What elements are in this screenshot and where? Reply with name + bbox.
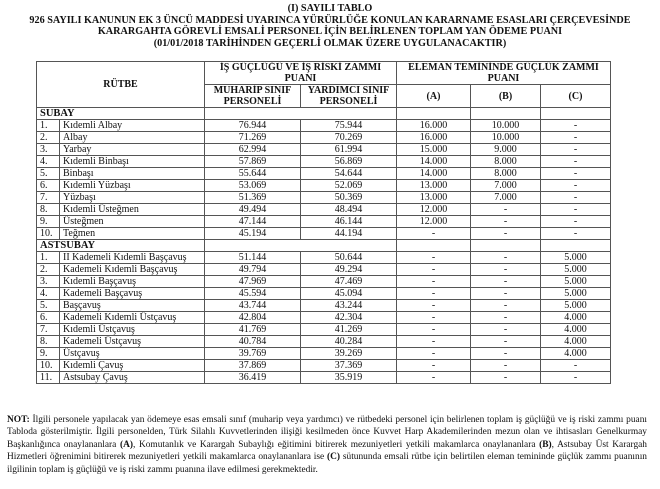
a-value: - — [397, 264, 471, 276]
row-number: 4. — [37, 288, 60, 300]
table-row — [37, 300, 611, 312]
c-value: 5.000 — [541, 276, 611, 288]
rank-name: Kıdemli Binbaşı — [60, 156, 205, 168]
section-row — [37, 108, 611, 120]
yardimci-value: 42.304 — [301, 312, 397, 324]
yardimci-value: 44.194 — [301, 228, 397, 240]
table-row — [37, 264, 611, 276]
table-row — [37, 120, 611, 132]
table-row — [37, 192, 611, 204]
a-value: 14.000 — [397, 156, 471, 168]
b-value: - — [471, 204, 541, 216]
b-value: 10.000 — [471, 120, 541, 132]
c-value: 5.000 — [541, 288, 611, 300]
c-value: - — [541, 156, 611, 168]
table-row — [37, 168, 611, 180]
yardimci-value: 43.244 — [301, 300, 397, 312]
table-row — [37, 324, 611, 336]
b-value: - — [471, 324, 541, 336]
yardimci-value: 48.494 — [301, 204, 397, 216]
row-number: 5. — [37, 168, 60, 180]
header-eleman-temini: ELEMAN TEMİNİNDE GÜÇLÜK ZAMMI PUANI — [397, 62, 611, 85]
muharip-value: 47.144 — [205, 216, 301, 228]
title-line-2: 926 SAYILI KANUNUN EK 3 ÜNCÜ MADDESİ UYARINCA YÜRÜRLÜĞE KONULAN KARARNAME ESASLARI ÇERÇEVESİNDE — [29, 14, 631, 26]
yardimci-value: 50.369 — [301, 192, 397, 204]
rank-name: Kademeli Kıdemli Başçavuş — [60, 264, 205, 276]
row-number: 1. — [37, 120, 60, 132]
row-number: 6. — [37, 312, 60, 324]
rank-name: Kıdemli Üstçavuş — [60, 324, 205, 336]
payment-table — [36, 61, 611, 384]
table-row — [37, 348, 611, 360]
yardimci-value: 70.269 — [301, 132, 397, 144]
muharip-value: 40.784 — [205, 336, 301, 348]
rank-name: Kademeli Kıdemli Üstçavuş — [60, 312, 205, 324]
c-value: - — [541, 360, 611, 372]
yardimci-value: 49.294 — [301, 264, 397, 276]
yardimci-value: 75.944 — [301, 120, 397, 132]
document-title — [0, 3, 660, 49]
b-value: - — [471, 276, 541, 288]
rank-name: Yüzbaşı — [60, 192, 205, 204]
row-number: 3. — [37, 276, 60, 288]
muharip-value: 43.744 — [205, 300, 301, 312]
c-value: - — [541, 132, 611, 144]
yardimci-value: 45.094 — [301, 288, 397, 300]
row-number: 5. — [37, 300, 60, 312]
table-row — [37, 180, 611, 192]
rank-name: Teğmen — [60, 228, 205, 240]
table-row — [37, 252, 611, 264]
c-value: - — [541, 372, 611, 384]
rank-name: Kıdemli Üsteğmen — [60, 204, 205, 216]
muharip-value: 47.969 — [205, 276, 301, 288]
row-number: 2. — [37, 264, 60, 276]
table-row — [37, 132, 611, 144]
yardimci-value: 61.994 — [301, 144, 397, 156]
b-value: 10.000 — [471, 132, 541, 144]
rank-name: Binbaşı — [60, 168, 205, 180]
a-value: - — [397, 312, 471, 324]
a-value: 13.000 — [397, 192, 471, 204]
muharip-value: 62.994 — [205, 144, 301, 156]
c-value: - — [541, 192, 611, 204]
c-value: 5.000 — [541, 252, 611, 264]
c-value: - — [541, 216, 611, 228]
muharip-value: 55.644 — [205, 168, 301, 180]
rank-name: Kıdemli Başçavuş — [60, 276, 205, 288]
row-number: 7. — [37, 192, 60, 204]
c-value: - — [541, 180, 611, 192]
a-value: - — [397, 360, 471, 372]
row-number: 9. — [37, 348, 60, 360]
yardimci-value: 35.919 — [301, 372, 397, 384]
muharip-value: 49.494 — [205, 204, 301, 216]
b-value: - — [471, 312, 541, 324]
rank-name: Kıdemli Çavuş — [60, 360, 205, 372]
yardimci-value: 47.469 — [301, 276, 397, 288]
row-number: 11. — [37, 372, 60, 384]
yardimci-value: 50.644 — [301, 252, 397, 264]
section-row — [37, 240, 611, 252]
title-line-4: (01/01/2018 TARİHİNDEN GEÇERLİ OLMAK ÜZERE UYGULANACAKTIR) — [153, 37, 507, 49]
table-row — [37, 288, 611, 300]
rank-name: Üsteğmen — [60, 216, 205, 228]
a-value: - — [397, 252, 471, 264]
muharip-value: 57.869 — [205, 156, 301, 168]
b-value: 9.000 — [471, 144, 541, 156]
a-value: 16.000 — [397, 120, 471, 132]
a-value: 14.000 — [397, 168, 471, 180]
yardimci-value: 41.269 — [301, 324, 397, 336]
table-row — [37, 228, 611, 240]
muharip-value: 45.594 — [205, 288, 301, 300]
rank-name: Başçavuş — [60, 300, 205, 312]
c-value: - — [541, 168, 611, 180]
note-paragraph: NOT: İlgili personele yapılacak yan ödemeye esas emsali sınıf (muharip veya yardımcı) ve rütbedeki personel için belirlenen toplam iş güçlüğü ve iş riski zammı puanı Tabloda gösterilmiştir. İlgili personelden, Türk Silahlı Kuvvetlerinden ilişiği kesilmeden önce Kuvvet Harp Akademilerinden mezun olan ve ihtisasları Genelkurmay Başkanlığınca onaylananlara (A), Komutanlık ve Karargah Subaylığı eğitimini bitirerek mezuniyetleri yetkili makamlarca onaylananlara (B), Astsubay Üst Karargah Hizmetleri öğrenimini bitirerek mezuniyetleri yetkili makamlarca onaylananlara ise (C) sütununda emsali rütbe için belirtilen eleman temininde güçlük zammı puanının ilgilinin toplam iş güçlüğü ve iş riski zammı puanına ilave edilmesi gerekmektedir. — [7, 415, 647, 475]
table-row — [37, 216, 611, 228]
header-is-guclugu: İŞ GÜÇLÜĞÜ VE İŞ RİSKİ ZAMMI PUANI — [205, 62, 397, 85]
row-number: 6. — [37, 180, 60, 192]
table-row — [37, 144, 611, 156]
header-a: (A) — [397, 85, 471, 108]
a-value: 12.000 — [397, 216, 471, 228]
b-value: 8.000 — [471, 156, 541, 168]
header-muharip: MUHARİP SINIF PERSONELİ — [205, 85, 301, 108]
row-number: 10. — [37, 360, 60, 372]
b-value: - — [471, 372, 541, 384]
section-label: SUBAY — [37, 108, 205, 120]
yardimci-value: 54.644 — [301, 168, 397, 180]
table-row — [37, 360, 611, 372]
a-value: 13.000 — [397, 180, 471, 192]
b-value: 8.000 — [471, 168, 541, 180]
c-value: - — [541, 228, 611, 240]
table-row — [37, 312, 611, 324]
c-value: 4.000 — [541, 324, 611, 336]
row-number: 1. — [37, 252, 60, 264]
muharip-value: 51.369 — [205, 192, 301, 204]
muharip-value: 51.144 — [205, 252, 301, 264]
b-value: - — [471, 228, 541, 240]
header-c: (C) — [541, 85, 611, 108]
row-number: 7. — [37, 324, 60, 336]
yardimci-value: 52.069 — [301, 180, 397, 192]
header-b: (B) — [471, 85, 541, 108]
note-label: NOT: — [7, 415, 30, 425]
row-number: 4. — [37, 156, 60, 168]
row-number: 10. — [37, 228, 60, 240]
c-value: 4.000 — [541, 336, 611, 348]
c-value: - — [541, 144, 611, 156]
a-value: - — [397, 348, 471, 360]
rank-name: Kıdemli Yüzbaşı — [60, 180, 205, 192]
row-number: 9. — [37, 216, 60, 228]
b-value: - — [471, 336, 541, 348]
muharip-value: 49.794 — [205, 264, 301, 276]
muharip-value: 36.419 — [205, 372, 301, 384]
table-row — [37, 372, 611, 384]
rank-name: Albay — [60, 132, 205, 144]
table-row — [37, 156, 611, 168]
c-value: - — [541, 204, 611, 216]
b-value: - — [471, 252, 541, 264]
rank-name: Kademeli Başçavuş — [60, 288, 205, 300]
title-line-1: (I) SAYILI TABLO — [287, 3, 373, 14]
title-line-3: KARARGAHTA GÖREVLİ EMSALİ PERSONEL İÇİN BELİRLENEN TOPLAM YAN ÖDEME PUANI — [97, 26, 563, 38]
yardimci-value: 56.869 — [301, 156, 397, 168]
c-value: 5.000 — [541, 300, 611, 312]
c-value: 5.000 — [541, 264, 611, 276]
muharip-value: 37.869 — [205, 360, 301, 372]
a-value: - — [397, 288, 471, 300]
a-value: - — [397, 300, 471, 312]
rank-name: Kademeli Üstçavuş — [60, 336, 205, 348]
a-value: - — [397, 336, 471, 348]
yardimci-value: 39.269 — [301, 348, 397, 360]
rank-name: II Kademeli Kıdemli Başçavuş — [60, 252, 205, 264]
b-value: - — [471, 264, 541, 276]
a-value: 12.000 — [397, 204, 471, 216]
yardimci-value: 40.284 — [301, 336, 397, 348]
a-value: - — [397, 276, 471, 288]
table-row — [37, 276, 611, 288]
muharip-value: 39.769 — [205, 348, 301, 360]
a-value: - — [397, 372, 471, 384]
muharip-value: 45.194 — [205, 228, 301, 240]
a-value: - — [397, 228, 471, 240]
rank-name: Yarbay — [60, 144, 205, 156]
row-number: 2. — [37, 132, 60, 144]
muharip-value: 42.804 — [205, 312, 301, 324]
b-value: - — [471, 288, 541, 300]
table-row — [37, 204, 611, 216]
a-value: - — [397, 324, 471, 336]
b-value: 7.000 — [471, 180, 541, 192]
table-row — [37, 336, 611, 348]
row-number: 8. — [37, 336, 60, 348]
muharip-value: 71.269 — [205, 132, 301, 144]
a-value: 15.000 — [397, 144, 471, 156]
header-yardimci: YARDIMCI SINIF PERSONELİ — [301, 85, 397, 108]
b-value: - — [471, 348, 541, 360]
rank-name: Üstçavuş — [60, 348, 205, 360]
b-value: - — [471, 300, 541, 312]
a-value: 16.000 — [397, 132, 471, 144]
muharip-value: 41.769 — [205, 324, 301, 336]
yardimci-value: 46.144 — [301, 216, 397, 228]
rank-name: Astsubay Çavuş — [60, 372, 205, 384]
muharip-value: 53.069 — [205, 180, 301, 192]
muharip-value: 76.944 — [205, 120, 301, 132]
row-number: 8. — [37, 204, 60, 216]
c-value: 4.000 — [541, 312, 611, 324]
yardimci-value: 37.369 — [301, 360, 397, 372]
header-rutbe: RÜTBE — [37, 62, 205, 108]
row-number: 3. — [37, 144, 60, 156]
b-value: 7.000 — [471, 192, 541, 204]
c-value: 4.000 — [541, 348, 611, 360]
b-value: - — [471, 216, 541, 228]
rank-name: Kıdemli Albay — [60, 120, 205, 132]
c-value: - — [541, 120, 611, 132]
b-value: - — [471, 360, 541, 372]
section-label: ASTSUBAY — [37, 240, 205, 252]
